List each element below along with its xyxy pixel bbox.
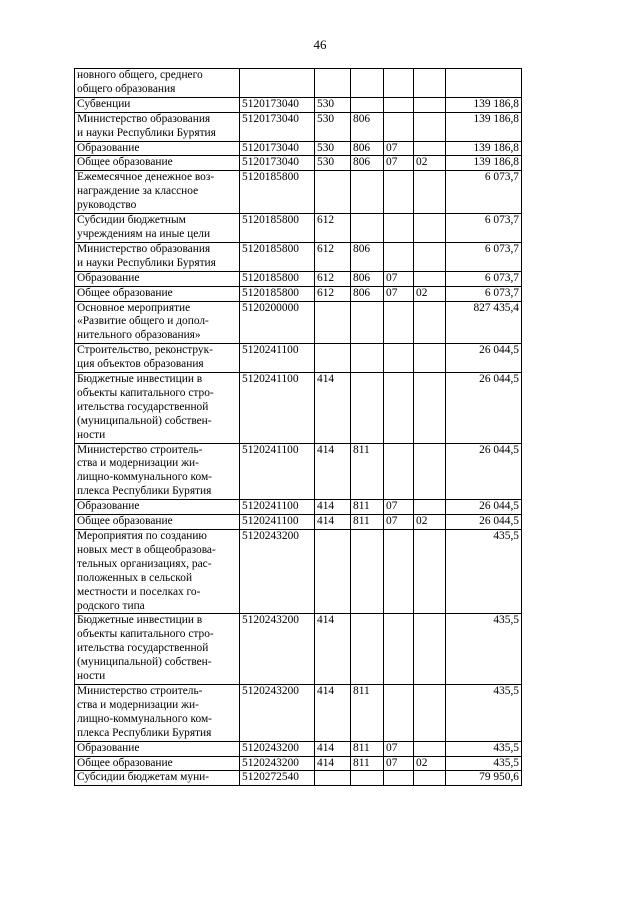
section-cell: [384, 614, 414, 685]
amount-cell: 435,5: [446, 530, 522, 614]
program-code-cell: 5120241100: [240, 373, 315, 444]
row-name-line: новного общего, среднего: [77, 69, 203, 81]
table-row: [75, 771, 522, 786]
section-cell: [384, 112, 414, 141]
row-name-cell: [75, 771, 240, 786]
amount-cell: 6 073,7: [446, 286, 522, 301]
ministry-code-cell: 806: [351, 141, 384, 156]
row-name-line: «Развитие общего и допол-: [77, 315, 209, 328]
row-name-cell: [75, 214, 240, 243]
subsection-cell: [414, 301, 446, 344]
subsection-cell: [414, 141, 446, 156]
program-code-cell: [240, 69, 315, 98]
table-row: [75, 301, 522, 344]
subsection-cell: 02: [414, 156, 446, 171]
row-name-line: новых мест в общеобразова-: [77, 543, 216, 556]
expense-type-cell: 414: [315, 373, 351, 444]
row-name-cell: [75, 373, 240, 444]
row-name-cell: [75, 515, 240, 530]
table-row: [75, 443, 522, 500]
row-name-line: общего образования: [77, 82, 176, 95]
amount-cell: 435,5: [446, 614, 522, 685]
row-name-cell: [75, 500, 240, 515]
expense-type-cell: [315, 171, 351, 214]
expense-type-cell: 530: [315, 97, 351, 112]
row-name-line: ства и модернизации жи-: [77, 457, 199, 470]
table-row: [75, 344, 522, 373]
expense-type-cell: 530: [315, 112, 351, 141]
budget-table-body: [75, 69, 522, 786]
program-code-cell: 5120241100: [240, 344, 315, 373]
expense-type-cell: 414: [315, 741, 351, 756]
subsection-cell: [414, 171, 446, 214]
amount-cell: 79 950,6: [446, 771, 522, 786]
section-cell: 07: [384, 756, 414, 771]
row-name-cell: [75, 69, 240, 98]
subsection-cell: [414, 242, 446, 271]
section-cell: 07: [384, 741, 414, 756]
section-cell: [384, 771, 414, 786]
amount-cell: 26 044,5: [446, 443, 522, 500]
table-row: [75, 515, 522, 530]
ministry-code-cell: 811: [351, 500, 384, 515]
expense-type-cell: 414: [315, 515, 351, 530]
expense-type-cell: 414: [315, 756, 351, 771]
row-name-line: и науки Республики Бурятия: [77, 256, 216, 269]
program-code-cell: 5120241100: [240, 515, 315, 530]
row-name-line: Общее образование: [77, 286, 173, 299]
section-cell: 07: [384, 156, 414, 171]
program-code-cell: 5120173040: [240, 97, 315, 112]
ministry-code-cell: [351, 97, 384, 112]
section-cell: [384, 684, 414, 741]
expense-type-cell: [315, 69, 351, 98]
subsection-cell: [414, 69, 446, 98]
row-name-line: Субсидии бюджетным: [77, 214, 186, 227]
row-name-line: родского типа: [77, 599, 145, 612]
row-name-line: Ежемесячное денежное воз-: [77, 171, 215, 184]
row-name-line: Общее образование: [77, 156, 173, 169]
table-row: [75, 156, 522, 171]
section-cell: 07: [384, 271, 414, 286]
subsection-cell: [414, 443, 446, 500]
ministry-code-cell: [351, 771, 384, 786]
program-code-cell: 5120185800: [240, 271, 315, 286]
subsection-cell: [414, 373, 446, 444]
table-row: [75, 500, 522, 515]
ministry-code-cell: [351, 214, 384, 243]
table-row: [75, 286, 522, 301]
row-name-cell: [75, 97, 240, 112]
table-row: [75, 684, 522, 741]
row-name-line: Образование: [77, 741, 140, 754]
budget-table: [74, 68, 522, 786]
table-row: [75, 171, 522, 214]
row-name-line: Субвенции: [77, 97, 131, 110]
amount-cell: 6 073,7: [446, 171, 522, 214]
section-cell: [384, 214, 414, 243]
program-code-cell: 5120243200: [240, 614, 315, 685]
ministry-code-cell: [351, 344, 384, 373]
ministry-code-cell: 811: [351, 515, 384, 530]
program-code-cell: 5120243200: [240, 530, 315, 614]
expense-type-cell: [315, 344, 351, 373]
amount-cell: 827 435,4: [446, 301, 522, 344]
ministry-code-cell: 811: [351, 741, 384, 756]
ministry-code-cell: 811: [351, 756, 384, 771]
subsection-cell: 02: [414, 756, 446, 771]
row-name-cell: [75, 741, 240, 756]
subsection-cell: [414, 97, 446, 112]
program-code-cell: 5120243200: [240, 684, 315, 741]
program-code-cell: 5120243200: [240, 756, 315, 771]
program-code-cell: 5120185800: [240, 242, 315, 271]
expense-type-cell: [315, 530, 351, 614]
subsection-cell: 02: [414, 515, 446, 530]
row-name-line: плекса Республики Бурятия: [77, 726, 212, 739]
row-name-line: (муниципальной) собствен-: [77, 414, 212, 427]
row-name-line: Министерство строитель-: [77, 684, 203, 697]
subsection-cell: [414, 214, 446, 243]
row-name-cell: [75, 156, 240, 171]
section-cell: [384, 344, 414, 373]
row-name-line: лищно-коммунального ком-: [77, 712, 212, 725]
row-name-line: Образование: [77, 500, 140, 513]
subsection-cell: [414, 741, 446, 756]
expense-type-cell: 530: [315, 141, 351, 156]
subsection-cell: [414, 614, 446, 685]
amount-cell: 139 186,8: [446, 112, 522, 141]
page-number: 46: [313, 37, 327, 52]
program-code-cell: 5120272540: [240, 771, 315, 786]
section-cell: 07: [384, 515, 414, 530]
amount-cell: 26 044,5: [446, 344, 522, 373]
program-code-cell: 5120185800: [240, 286, 315, 301]
row-name-line: местности и поселках го-: [77, 585, 201, 598]
table-row: [75, 69, 522, 98]
ministry-code-cell: [351, 69, 384, 98]
expense-type-cell: 612: [315, 214, 351, 243]
ministry-code-cell: [351, 171, 384, 214]
row-name-line: Общее образование: [77, 515, 173, 528]
program-code-cell: 5120173040: [240, 112, 315, 141]
row-name-line: руководство: [77, 199, 137, 212]
section-cell: 07: [384, 286, 414, 301]
subsection-cell: [414, 530, 446, 614]
row-name-cell: [75, 242, 240, 271]
expense-type-cell: 414: [315, 443, 351, 500]
table-row: [75, 756, 522, 771]
row-name-line: ности: [77, 428, 106, 441]
section-cell: 07: [384, 500, 414, 515]
row-name-line: Образование: [77, 271, 140, 284]
row-name-cell: [75, 112, 240, 141]
amount-cell: [446, 69, 522, 98]
row-name-line: учреждениям на иные цели: [77, 227, 211, 240]
row-name-line: Строительство, реконструк-: [77, 344, 213, 357]
row-name-line: тельных организациях, рас-: [77, 557, 212, 570]
row-name-cell: [75, 614, 240, 685]
program-code-cell: 5120173040: [240, 156, 315, 171]
section-cell: [384, 373, 414, 444]
ministry-code-cell: 811: [351, 684, 384, 741]
table-row: [75, 112, 522, 141]
expense-type-cell: 414: [315, 684, 351, 741]
row-name-cell: [75, 141, 240, 156]
row-name-line: Мероприятия по созданию: [77, 530, 207, 542]
row-name-cell: [75, 443, 240, 500]
row-name-cell: [75, 301, 240, 344]
row-name-line: положенных в сельской: [77, 571, 193, 584]
amount-cell: 26 044,5: [446, 373, 522, 444]
row-name-line: Общее образование: [77, 756, 173, 769]
ministry-code-cell: 806: [351, 156, 384, 171]
section-cell: [384, 69, 414, 98]
program-code-cell: 5120185800: [240, 171, 315, 214]
ministry-code-cell: [351, 373, 384, 444]
row-name-line: объекты капитального стро-: [77, 628, 214, 641]
table-row: [75, 141, 522, 156]
amount-cell: 139 186,8: [446, 97, 522, 112]
table-row: [75, 741, 522, 756]
expense-type-cell: 414: [315, 614, 351, 685]
amount-cell: 435,5: [446, 741, 522, 756]
row-name-line: лищно-коммунального ком-: [77, 471, 212, 484]
row-name-line: Основное мероприятие: [77, 301, 191, 314]
subsection-cell: [414, 344, 446, 373]
row-name-cell: [75, 684, 240, 741]
expense-type-cell: 612: [315, 271, 351, 286]
table-row: [75, 373, 522, 444]
amount-cell: 6 073,7: [446, 242, 522, 271]
table-row: [75, 530, 522, 614]
subsection-cell: [414, 271, 446, 286]
table-row: [75, 97, 522, 112]
ministry-code-cell: 806: [351, 286, 384, 301]
ministry-code-cell: [351, 530, 384, 614]
row-name-line: Министерство образования: [77, 242, 211, 255]
row-name-cell: [75, 271, 240, 286]
table-row: [75, 614, 522, 685]
row-name-cell: [75, 286, 240, 301]
row-name-cell: [75, 756, 240, 771]
ministry-code-cell: [351, 301, 384, 344]
subsection-cell: [414, 112, 446, 141]
row-name-line: ности: [77, 670, 106, 683]
amount-cell: 435,5: [446, 756, 522, 771]
section-cell: [384, 301, 414, 344]
section-cell: [384, 97, 414, 112]
table-row: [75, 242, 522, 271]
subsection-cell: [414, 684, 446, 741]
row-name-line: Министерство образования: [77, 112, 211, 125]
expense-type-cell: 530: [315, 156, 351, 171]
program-code-cell: 5120243200: [240, 741, 315, 756]
table-row: [75, 271, 522, 286]
row-name-line: (муниципальной) собствен-: [77, 656, 212, 669]
row-name-line: Субсидии бюджетам муни-: [77, 771, 210, 784]
row-name-line: ительства государственной: [77, 400, 209, 413]
row-name-cell: [75, 171, 240, 214]
row-name-line: и науки Республики Бурятия: [77, 126, 216, 139]
ministry-code-cell: 806: [351, 271, 384, 286]
row-name-line: объекты капитального стро-: [77, 386, 214, 399]
amount-cell: 139 186,8: [446, 156, 522, 171]
subsection-cell: [414, 771, 446, 786]
table-row: [75, 214, 522, 243]
subsection-cell: [414, 500, 446, 515]
row-name-line: плекса Республики Бурятия: [77, 485, 212, 498]
program-code-cell: 5120185800: [240, 214, 315, 243]
expense-type-cell: 414: [315, 500, 351, 515]
amount-cell: 6 073,7: [446, 214, 522, 243]
ministry-code-cell: 811: [351, 443, 384, 500]
row-name-cell: [75, 530, 240, 614]
row-name-line: ительства государственной: [77, 642, 209, 655]
program-code-cell: 5120241100: [240, 500, 315, 515]
section-cell: [384, 443, 414, 500]
row-name-line: Образование: [77, 141, 140, 154]
row-name-line: Министерство строитель-: [77, 443, 203, 456]
row-name-line: награждение за классное: [77, 185, 199, 198]
expense-type-cell: 612: [315, 286, 351, 301]
section-cell: [384, 171, 414, 214]
ministry-code-cell: 806: [351, 112, 384, 141]
row-name-cell: [75, 344, 240, 373]
amount-cell: 435,5: [446, 684, 522, 741]
row-name-line: ция объектов образования: [77, 358, 204, 371]
section-cell: [384, 530, 414, 614]
expense-type-cell: [315, 301, 351, 344]
ministry-code-cell: [351, 614, 384, 685]
expense-type-cell: [315, 771, 351, 786]
amount-cell: 6 073,7: [446, 271, 522, 286]
ministry-code-cell: 806: [351, 242, 384, 271]
program-code-cell: 5120200000: [240, 301, 315, 344]
program-code-cell: 5120173040: [240, 141, 315, 156]
program-code-cell: 5120241100: [240, 443, 315, 500]
row-name-line: Бюджетные инвестиции в: [77, 614, 203, 627]
row-name-line: Бюджетные инвестиции в: [77, 373, 203, 386]
amount-cell: 26 044,5: [446, 500, 522, 515]
section-cell: [384, 242, 414, 271]
amount-cell: 139 186,8: [446, 141, 522, 156]
section-cell: 07: [384, 141, 414, 156]
amount-cell: 26 044,5: [446, 515, 522, 530]
expense-type-cell: 612: [315, 242, 351, 271]
row-name-line: нительного образования»: [77, 329, 201, 342]
row-name-line: ства и модернизации жи-: [77, 698, 199, 711]
subsection-cell: 02: [414, 286, 446, 301]
